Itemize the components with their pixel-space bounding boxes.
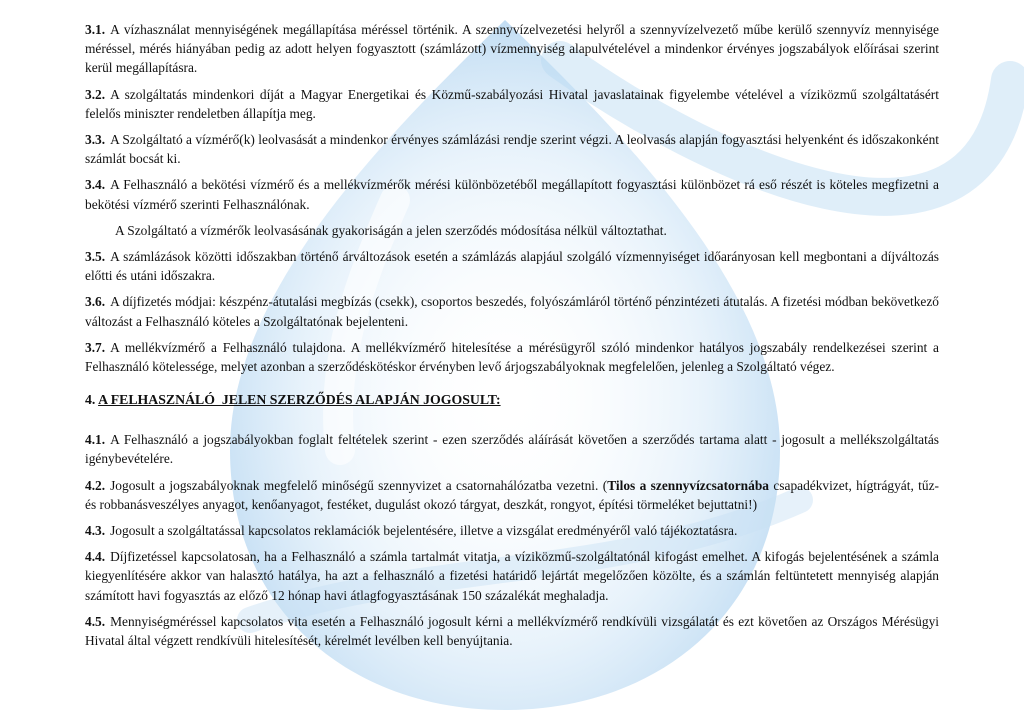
section-3-list <box>85 20 939 376</box>
prohibition-emphasis: Tilos a szennyvízcsatornába <box>607 477 769 493</box>
paragraph-3-7 <box>85 292 939 330</box>
paragraph-3-8 <box>85 338 939 376</box>
paragraph-3-3 <box>85 130 939 168</box>
paragraph-text: A mellékvízmérő a Felhasználó tulajdona. A mellékvízmérő hitelesítése a mérésügyről szóló mindenkor hatályos jogszabály rendelkezései szerint a Felhasználó kötelessége, melyet azonban a szerződéskötéskor érvényben levő árjogszabályoknak megfelelően, jelenleg a Szolgáltató végez. <box>85 339 939 375</box>
paragraph-3-1 <box>85 20 939 78</box>
section-4-number: 4. <box>85 392 96 408</box>
paragraph-4-3: 4.3. Jogosult a szolgáltatással kapcsolatos reklamációk bejelentésére, illetve a vizsgálat eredményéről való tájékoztatásra. <box>85 523 738 539</box>
paragraph-number: 3.7. <box>85 339 106 355</box>
paragraph-number: 3.6. <box>85 294 106 310</box>
paragraph-4-2: 4.2. Jogosult a jogszabályoknak megfelelő minőségű szennyvizet a csatornahálózatba vezetni. (Tilos a szennyvízcsatornába csapadékvizet, hígtrágyát, tűz- és robbanásveszélyes anyagot, kenőanyagot, festéket, dugulást okozó tárgyat, deszkát, rongyot, építési törmeléket bejuttatni!) <box>85 477 939 512</box>
paragraph-text: A számlázások közötti időszakban történő árváltozások esetén a számlázás alapjául szolgáló vízmennyiséget időarányosan kell megbontani a díjváltozás előtti és utáni időszakra. <box>85 249 939 284</box>
document-page <box>85 20 939 657</box>
paragraph-4-4: 4.4. Díjfizetéssel kapcsolatosan, ha a Felhasználó a számla tartalmát vitatja, a víziközmű-szolgáltatónál kifogást emelhet. A kifogás bejelentésének a számla kiegyenlítésére akkor van halasztó hatálya, ha azt a felhasználó a fizetési határidő lejártát megelőzően közölte, és a számlán feltüntetett mennyiség alapján számított havi fogyasztás az előző 12 hónap havi átlagfogyasztásának 150 százalékát meghaladja. <box>85 549 939 603</box>
section-4-title: A FELHASZNÁLÓ JELEN SZERZŐDÉS ALAPJÁN JOGOSULT: <box>98 392 501 408</box>
paragraph-number: 3.2. <box>85 86 106 102</box>
paragraph-3-5 <box>85 221 939 240</box>
paragraph-number: 3.1. <box>85 22 106 37</box>
paragraph-number: 3.3. <box>85 132 106 148</box>
paragraph-3-2 <box>85 85 939 123</box>
paragraph-4-5: 4.5. Mennyiségméréssel kapcsolatos vita esetén a Felhasználó jogosult kérni a mellékvízmérő rendkívüli vizsgálatát és ezt követően az Országos Mérésügyi Hivatal által végzett rendkívüli hitelesítését, kérelmét levélben kell benyújtania. <box>85 613 939 649</box>
paragraph-4-1: 4.1. A Felhasználó a jogszabályokban foglalt feltételek szerint - ezen szerződés aláírását követően a szerződés tartama alatt - jogosult a mellékszolgáltatás igénybevételére. <box>85 432 939 467</box>
paragraph-text: A szolgáltatás mindenkori díját a Magyar Energetikai és Közmű-szabályozási Hivatal javaslatainak figyelembe vételével a víziközmű szolgáltatásért felelős miniszter rendeletben állapítja meg. <box>85 86 939 121</box>
paragraph-text: A Szolgáltató a vízmérők leolvasásának gyakoriságán a jelen szerződés módosítása nélkül változtathat. <box>115 222 667 238</box>
paragraph-text: A díjfizetés módjai: készpénz-átutalási megbízás (csekk), csoportos beszedés, folyószámláról történő pénzintézeti átutalás. A fizetési módban bekövetkező változást a Felhasználó köteles a Szolgáltatónak bejelenteni. <box>85 294 939 329</box>
paragraph-text: A vízhasználat mennyiségének megállapítása méréssel történik. A szennyvízelvezetési helyről a szennyvízelvezető műbe kerülő szennyvíz mennyisége méréssel, mérés hiányában pedig az adott helyen fogyasztott (számlázott) vízmennyiség alapulvételével a mindenkor érvényes jogszabályok előírásai szerint kerül megállapításra. <box>85 22 939 76</box>
paragraph-3-4 <box>85 175 939 213</box>
paragraph-text: A Felhasználó a bekötési vízmérő és a mellékvízmérők mérési különbözetéből megállapított fogyasztási különbözet rá eső részét is köteles megfizetni a bekötési vízmérő szerinti Felhasználónak. <box>85 177 939 212</box>
paragraph-text: A Szolgáltató a vízmérő(k) leolvasását a mindenkor érvényes számlázási rendje szerint végzi. A leolvasás alapján fogyasztási helyenként és időszakonként számlát bocsát ki. <box>85 132 939 167</box>
paragraph-number: 3.5. <box>85 249 106 265</box>
section-4-heading <box>85 392 939 408</box>
paragraph-3-6 <box>85 247 939 285</box>
paragraph-number: 3.4. <box>85 177 106 193</box>
